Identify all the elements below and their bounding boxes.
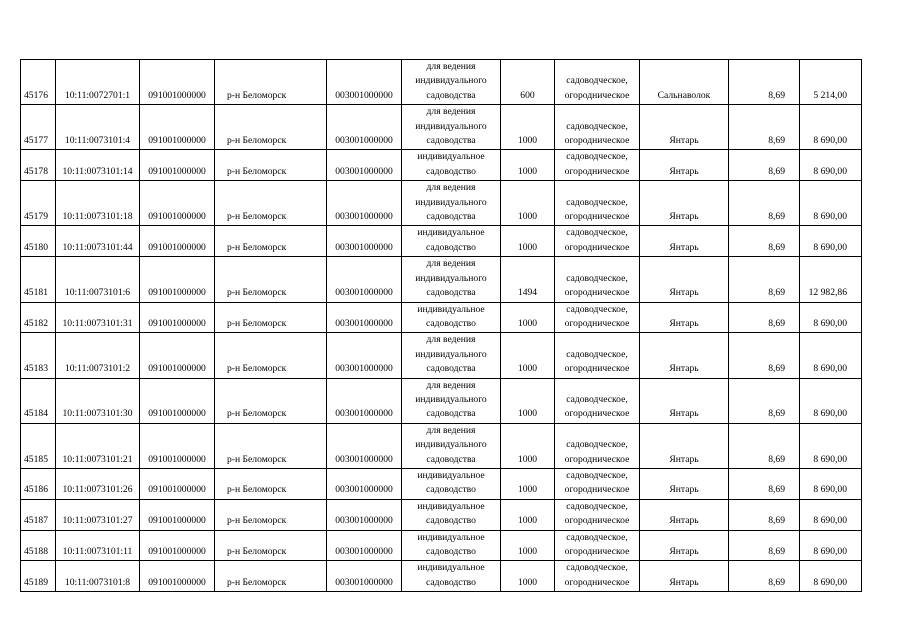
land-category-line: огородническое	[564, 484, 630, 496]
cadastral-number: 10:11:0073101:2	[56, 333, 140, 378]
land-category-line: садоводческое,	[566, 227, 628, 239]
cadastral-number: 10:11:0073101:26	[56, 468, 140, 499]
locality-name: Янтарь	[640, 226, 729, 257]
locality-name: Янтарь	[640, 150, 729, 181]
table-row	[21, 302, 862, 333]
land-use-purpose	[402, 333, 501, 378]
land-use-purpose-line: садоводства	[426, 89, 476, 101]
district-code: 003001000000	[327, 181, 402, 226]
district-name: р-н Беломорск	[215, 423, 327, 468]
plot-area: 1000	[501, 302, 555, 333]
land-use-purpose	[402, 423, 501, 468]
oktmo-code: 091001000000	[140, 302, 215, 333]
land-use-purpose-line: индивидуального	[415, 348, 487, 360]
table-row	[21, 150, 862, 181]
land-use-purpose-line: индивидуальное	[417, 500, 485, 512]
table-row	[21, 105, 862, 150]
land-use-purpose	[402, 468, 501, 499]
land-use-purpose-line: садоводства	[426, 211, 476, 223]
record-number: 45184	[21, 378, 56, 423]
specific-value: 8,69	[729, 226, 800, 257]
land-category-line: садоводческое,	[566, 272, 628, 284]
cadastral-value: 8 690,00	[800, 468, 862, 499]
land-use-purpose-line: для ведения	[426, 424, 476, 436]
locality-name: Янтарь	[640, 378, 729, 423]
cadastral-number: 10:11:0073101:11	[56, 530, 140, 561]
locality-name: Янтарь	[640, 468, 729, 499]
cadastral-number: 10:11:0073101:21	[56, 423, 140, 468]
land-category-line: огородническое	[564, 546, 630, 557]
record-number: 45181	[21, 257, 56, 302]
land-category-line: огородническое	[564, 287, 630, 299]
district-name: р-н Беломорск	[215, 468, 327, 499]
land-category	[555, 105, 640, 150]
land-use-purpose	[402, 181, 501, 226]
land-use-purpose-line: садоводство	[426, 484, 476, 496]
table-row	[21, 530, 862, 561]
plot-area: 1000	[501, 150, 555, 181]
district-code: 003001000000	[327, 105, 402, 150]
land-category	[555, 423, 640, 468]
land-use-purpose-line: индивидуального	[415, 75, 487, 87]
cadastral-number: 10:11:0073101:6	[56, 257, 140, 302]
land-category-line: огородническое	[564, 363, 630, 375]
cadastral-number: 10:11:0073101:27	[56, 499, 140, 530]
oktmo-code: 091001000000	[140, 468, 215, 499]
oktmo-code: 091001000000	[140, 105, 215, 150]
locality-name: Янтарь	[640, 423, 729, 468]
land-use-purpose-line: садоводства	[426, 287, 476, 299]
land-category-line: огородническое	[564, 317, 630, 329]
land-use-purpose	[402, 302, 501, 333]
land-category-line: садоводческое,	[566, 303, 628, 315]
cadastral-number: 10:11:0072701:1	[56, 60, 140, 105]
land-use-purpose-line: для ведения	[426, 379, 476, 391]
cadastral-number: 10:11:0073101:30	[56, 378, 140, 423]
land-use-purpose-line: садоводство	[426, 515, 476, 527]
land-use-purpose	[402, 378, 501, 423]
land-use-purpose-line: для ведения	[426, 61, 476, 72]
land-plots-table	[20, 59, 862, 592]
record-number: 45182	[21, 302, 56, 333]
land-category	[555, 257, 640, 302]
district-name: р-н Беломорск	[215, 333, 327, 378]
plot-area: 1000	[501, 468, 555, 499]
locality-name: Янтарь	[640, 302, 729, 333]
land-use-purpose-line: индивидуального	[415, 393, 487, 405]
record-number: 45189	[21, 561, 56, 592]
land-category	[555, 499, 640, 530]
land-use-purpose-line: садоводство	[426, 546, 476, 557]
document-page	[20, 59, 862, 592]
plot-area: 600	[501, 60, 555, 105]
district-code: 003001000000	[327, 423, 402, 468]
specific-value: 8,69	[729, 499, 800, 530]
land-category-line: огородническое	[564, 89, 630, 101]
table-row	[21, 468, 862, 499]
land-use-purpose	[402, 150, 501, 181]
land-category	[555, 150, 640, 181]
locality-name: Янтарь	[640, 499, 729, 530]
district-name: р-н Беломорск	[215, 499, 327, 530]
oktmo-code: 091001000000	[140, 530, 215, 561]
land-category	[555, 226, 640, 257]
specific-value: 8,69	[729, 150, 800, 181]
land-use-purpose	[402, 105, 501, 150]
land-use-purpose-line: садоводства	[426, 135, 476, 147]
record-number: 45185	[21, 423, 56, 468]
specific-value: 8,69	[729, 257, 800, 302]
land-category-line: садоводческое,	[566, 439, 628, 451]
table-row	[21, 226, 862, 257]
cadastral-value: 8 690,00	[800, 499, 862, 530]
land-category-line: огородническое	[564, 135, 630, 147]
cadastral-value: 8 690,00	[800, 226, 862, 257]
land-use-purpose-line: садоводство	[426, 576, 476, 588]
table-row	[21, 378, 862, 423]
land-use-purpose	[402, 60, 501, 105]
district-code: 003001000000	[327, 561, 402, 592]
land-category-line: садоводческое,	[566, 562, 628, 574]
land-category-line: садоводческое,	[566, 151, 628, 163]
land-use-purpose-line: индивидуальное	[417, 562, 485, 574]
record-number: 45179	[21, 181, 56, 226]
cadastral-value: 8 690,00	[800, 333, 862, 378]
land-use-purpose	[402, 499, 501, 530]
cadastral-number: 10:11:0073101:14	[56, 150, 140, 181]
district-name: р-н Беломорск	[215, 181, 327, 226]
land-category-line: огородническое	[564, 241, 630, 253]
plot-area: 1000	[501, 181, 555, 226]
district-code: 003001000000	[327, 257, 402, 302]
land-category-line: огородническое	[564, 408, 630, 420]
land-use-purpose-line: садоводство	[426, 317, 476, 329]
district-code: 003001000000	[327, 378, 402, 423]
record-number: 45188	[21, 530, 56, 561]
land-category-line: садоводческое,	[566, 469, 628, 481]
locality-name: Сальнаволок	[640, 60, 729, 105]
oktmo-code: 091001000000	[140, 181, 215, 226]
district-name: р-н Беломорск	[215, 60, 327, 105]
locality-name: Янтарь	[640, 530, 729, 561]
land-use-purpose-line: индивидуального	[415, 439, 487, 451]
cadastral-value: 8 690,00	[800, 561, 862, 592]
locality-name: Янтарь	[640, 105, 729, 150]
land-category	[555, 468, 640, 499]
record-number: 45176	[21, 60, 56, 105]
district-name: р-н Беломорск	[215, 530, 327, 561]
land-category-line: огородническое	[564, 453, 630, 465]
record-number: 45177	[21, 105, 56, 150]
cadastral-value: 8 690,00	[800, 302, 862, 333]
locality-name: Янтарь	[640, 181, 729, 226]
cadastral-number: 10:11:0073101:18	[56, 181, 140, 226]
land-category-line: садоводческое,	[566, 75, 628, 87]
oktmo-code: 091001000000	[140, 150, 215, 181]
land-category	[555, 378, 640, 423]
plot-area: 1000	[501, 226, 555, 257]
specific-value: 8,69	[729, 561, 800, 592]
land-use-purpose-line: садоводство	[426, 165, 476, 177]
oktmo-code: 091001000000	[140, 257, 215, 302]
district-name: р-н Беломорск	[215, 150, 327, 181]
cadastral-value: 8 690,00	[800, 150, 862, 181]
land-category-line: садоводческое,	[566, 531, 628, 543]
land-category	[555, 561, 640, 592]
district-code: 003001000000	[327, 530, 402, 561]
land-category-line: огородническое	[564, 165, 630, 177]
cadastral-value: 8 690,00	[800, 378, 862, 423]
plot-area: 1494	[501, 257, 555, 302]
table-row	[21, 499, 862, 530]
locality-name: Янтарь	[640, 257, 729, 302]
oktmo-code: 091001000000	[140, 499, 215, 530]
land-use-purpose-line: индивидуального	[415, 120, 487, 132]
land-category-line: огородническое	[564, 576, 630, 588]
land-category	[555, 60, 640, 105]
land-category-line: садоводческое,	[566, 348, 628, 360]
plot-area: 1000	[501, 561, 555, 592]
specific-value: 8,69	[729, 181, 800, 226]
district-code: 003001000000	[327, 302, 402, 333]
district-name: р-н Беломорск	[215, 302, 327, 333]
oktmo-code: 091001000000	[140, 333, 215, 378]
land-category-line: садоводческое,	[566, 120, 628, 132]
record-number: 45187	[21, 499, 56, 530]
plot-area: 1000	[501, 378, 555, 423]
district-code: 003001000000	[327, 226, 402, 257]
specific-value: 8,69	[729, 105, 800, 150]
district-name: р-н Беломорск	[215, 226, 327, 257]
plot-area: 1000	[501, 333, 555, 378]
district-name: р-н Беломорск	[215, 257, 327, 302]
land-use-purpose-line: для ведения	[426, 334, 476, 346]
district-code: 003001000000	[327, 333, 402, 378]
specific-value: 8,69	[729, 423, 800, 468]
land-use-purpose-line: садоводства	[426, 408, 476, 420]
land-use-purpose-line: индивидуальное	[417, 469, 485, 481]
district-code: 003001000000	[327, 468, 402, 499]
land-use-purpose	[402, 257, 501, 302]
district-name: р-н Беломорск	[215, 378, 327, 423]
cadastral-value: 8 690,00	[800, 423, 862, 468]
cadastral-number: 10:11:0073101:31	[56, 302, 140, 333]
record-number: 45186	[21, 468, 56, 499]
land-category	[555, 302, 640, 333]
land-use-purpose	[402, 530, 501, 561]
cadastral-value: 8 690,00	[800, 105, 862, 150]
land-category-line: садоводческое,	[566, 196, 628, 208]
district-name: р-н Беломорск	[215, 561, 327, 592]
specific-value: 8,69	[729, 378, 800, 423]
specific-value: 8,69	[729, 60, 800, 105]
cadastral-value: 8 690,00	[800, 181, 862, 226]
plot-area: 1000	[501, 530, 555, 561]
land-category-line: огородническое	[564, 211, 630, 223]
table-row	[21, 181, 862, 226]
land-use-purpose-line: садоводство	[426, 241, 476, 253]
locality-name: Янтарь	[640, 333, 729, 378]
table-row	[21, 333, 862, 378]
land-use-purpose-line: индивидуальное	[417, 151, 485, 163]
land-category	[555, 530, 640, 561]
land-use-purpose-line: индивидуальное	[417, 531, 485, 543]
cadastral-number: 10:11:0073101:4	[56, 105, 140, 150]
land-use-purpose-line: для ведения	[426, 106, 476, 118]
land-use-purpose-line: садоводства	[426, 363, 476, 375]
district-name: р-н Беломорск	[215, 105, 327, 150]
cadastral-value: 8 690,00	[800, 530, 862, 561]
district-code: 003001000000	[327, 60, 402, 105]
record-number: 45178	[21, 150, 56, 181]
land-category	[555, 333, 640, 378]
table-row	[21, 423, 862, 468]
plot-area: 1000	[501, 105, 555, 150]
land-category-line: огородническое	[564, 515, 630, 527]
cadastral-number: 10:11:0073101:8	[56, 561, 140, 592]
plot-area: 1000	[501, 423, 555, 468]
land-use-purpose-line: садоводства	[426, 453, 476, 465]
oktmo-code: 091001000000	[140, 378, 215, 423]
district-code: 003001000000	[327, 150, 402, 181]
cadastral-value: 12 982,86	[800, 257, 862, 302]
land-use-purpose-line: для ведения	[426, 182, 476, 194]
table-row	[21, 60, 862, 105]
oktmo-code: 091001000000	[140, 226, 215, 257]
oktmo-code: 091001000000	[140, 561, 215, 592]
land-use-purpose-line: для ведения	[426, 258, 476, 270]
specific-value: 8,69	[729, 302, 800, 333]
district-code: 003001000000	[327, 499, 402, 530]
specific-value: 8,69	[729, 530, 800, 561]
plot-area: 1000	[501, 499, 555, 530]
cadastral-number: 10:11:0073101:44	[56, 226, 140, 257]
cadastral-value: 5 214,00	[800, 60, 862, 105]
land-use-purpose-line: индивидуальное	[417, 227, 485, 239]
specific-value: 8,69	[729, 333, 800, 378]
record-number: 45180	[21, 226, 56, 257]
oktmo-code: 091001000000	[140, 60, 215, 105]
land-category-line: садоводческое,	[566, 500, 628, 512]
locality-name: Янтарь	[640, 561, 729, 592]
land-category	[555, 181, 640, 226]
land-use-purpose-line: индивидуальное	[417, 303, 485, 315]
land-use-purpose	[402, 561, 501, 592]
land-use-purpose-line: индивидуального	[415, 272, 487, 284]
table-row	[21, 257, 862, 302]
specific-value: 8,69	[729, 468, 800, 499]
table-row	[21, 561, 862, 592]
land-use-purpose-line: индивидуального	[415, 196, 487, 208]
land-use-purpose	[402, 226, 501, 257]
oktmo-code: 091001000000	[140, 423, 215, 468]
record-number: 45183	[21, 333, 56, 378]
land-category-line: садоводческое,	[566, 393, 628, 405]
